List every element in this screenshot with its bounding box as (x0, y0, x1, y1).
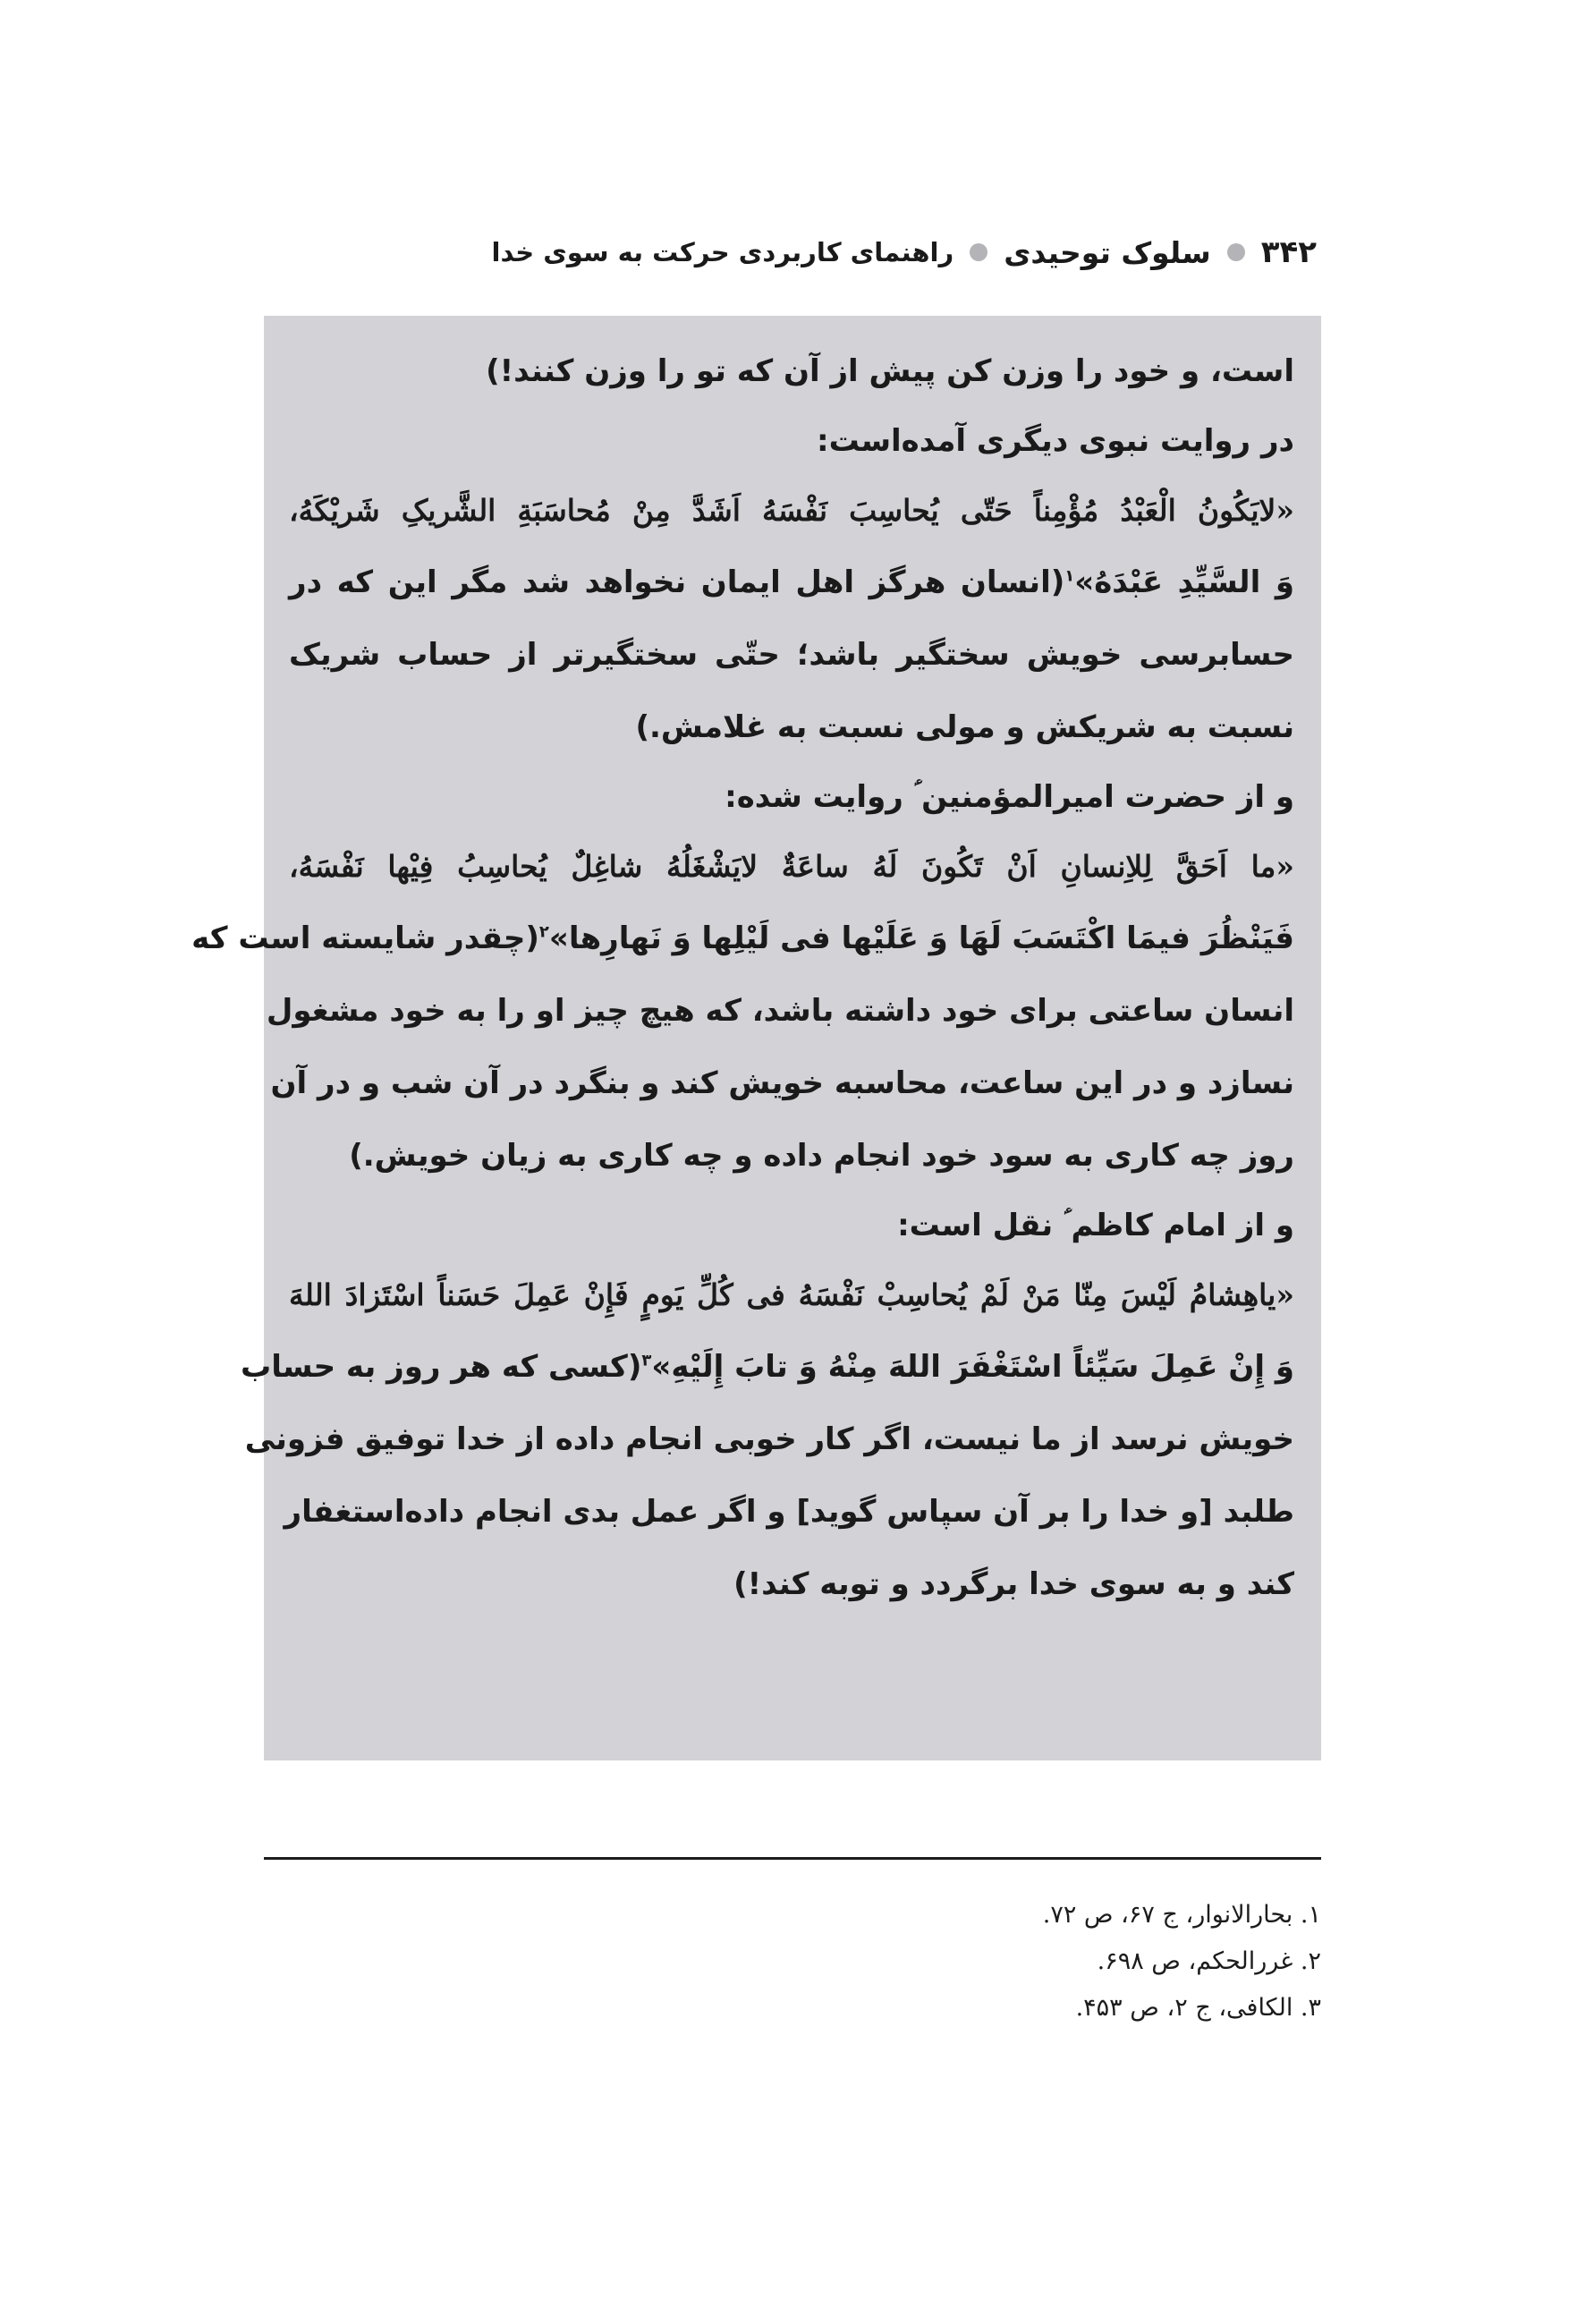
line-text: و از امام کاظم ؑ نقل است: (897, 1208, 1294, 1243)
line-text: نسازد و در این ساعت، محاسبه خویش کند و بنگرد در آن شب و در آن (270, 1065, 1294, 1101)
text-line (266, 975, 1294, 1047)
hadith-line (241, 1331, 1294, 1404)
line-text: انسان ساعتی برای خود داشته باشد، که هیچ چیز او را به خود مشغول (266, 993, 1294, 1029)
line-text: «ما اَحَقَّ لِلاِنسانِ اَنْ تَکُونَ لَهُ ساعَةٌ لایَشْغَلُهُ شاغِلٌ یُحاسِبُ فِیْها نَفْسَهُ، (289, 849, 1294, 884)
highlighted-passage (191, 316, 1321, 1760)
line-text: وَ إِنْ عَمِلَ سَیِّئاً اسْتَغْفَرَ اللهَ مِنْهُ وَ تابَ إِلَیْهِ» (651, 1349, 1294, 1385)
hadith-line (191, 903, 1294, 975)
bullet-dot-icon (1227, 243, 1245, 261)
line-text: (چقدر شایسته است که (191, 920, 539, 956)
footnote-ref[interactable]: ۳ (641, 1351, 652, 1370)
line-text: «یاهِشامُ لَیْسَ مِنّا مَنْ لَمْ یُحاسِبْ نَفْسَهُ فی کُلِّ یَومٍ فَإِنْ عَمِلَ حَسَناً اسْتَزادَ اللهَ (289, 1277, 1294, 1312)
text-line (289, 619, 1294, 691)
line-text: روز چه کاری به سود خود انجام داده و چه کاری به زیان خویش.) (349, 1138, 1294, 1174)
line-text: «لایَکُونُ الْعَبْدُ مُؤْمِناً حَتّی یُحاسِبَ نَفْسَهُ اَشَدَّ مِنْ مُحاسَبَةِ الشَّریکِ شَریْکَهُ، (289, 493, 1294, 528)
line-text: (انسان هرگز اهل ایمان نخواهد شد مگر این که در (289, 564, 1065, 600)
footnotes (805, 1892, 1321, 2031)
footnote-separator (264, 1857, 1321, 1860)
line-text: در روایت نبوی دیگری آمده‌است: (816, 423, 1294, 459)
text-line (284, 1476, 1294, 1548)
line-text: نسبت به شریکش و مولی نسبت به غلامش.) (635, 709, 1294, 745)
hadith-line (289, 547, 1294, 619)
hadith-line (289, 1259, 1294, 1331)
line-text: کند و به سوی خدا برگردد و توبه کند!) (733, 1566, 1294, 1602)
line-text: وَ السَّیِّدِ عَبْدَهُ» (1074, 564, 1294, 600)
text-line (289, 1548, 1294, 1621)
line-text: خویش نرسد از ما نیست، اگر کار خوبی انجام داده از خدا توفیق فزونی (244, 1421, 1294, 1457)
book-subtitle: راهنمای کاربردی حرکت به سوی خدا (491, 237, 954, 267)
line-text: فَیَنْظُرَ فیمَا اکْتَسَبَ لَهَا وَ عَلَیْها فی لَیْلِها وَ نَهارِها» (548, 920, 1294, 956)
hadith-line (289, 474, 1294, 547)
text-line (289, 1120, 1294, 1192)
footnote-ref[interactable]: ۲ (538, 922, 549, 942)
hadith-line (289, 830, 1294, 903)
text-line (289, 1192, 1294, 1259)
text-line (289, 764, 1294, 830)
line-text: است، و خود را وزن کن پیش از آن که تو را وزن کنند!) (486, 353, 1294, 389)
text-line (244, 1404, 1294, 1476)
text-line (289, 335, 1294, 408)
page-number: ۳۴۲ (1260, 234, 1317, 270)
footnote-3: ۳. الکافی، ج ۲، ص ۴۵۳. (1075, 1994, 1321, 2022)
line-text: حسابرسی خویش سختگیر باشد؛ حتّی سختگیرتر از حساب شریک (289, 637, 1294, 673)
line-text: و از حضرت امیرالمؤمنین ؑ روایت شده: (725, 779, 1294, 815)
running-header (491, 224, 1317, 281)
footnote-2: ۲. غررالحکم، ص ۶۹۸. (1097, 1947, 1321, 1975)
text-line (289, 691, 1294, 764)
bullet-dot-icon (970, 243, 987, 261)
text-line (270, 1047, 1294, 1120)
line-text: طلبد [و خدا را بر آن سپاس گوید] و اگر عمل بدی انجام داده‌استغفار (284, 1494, 1294, 1530)
text-line (289, 408, 1294, 474)
book-title: سلوک توحیدی (1004, 234, 1211, 270)
footnote-1: ۱. بحارالانوار، ج ۶۷، ص ۷۲. (1042, 1901, 1321, 1929)
footnote-ref[interactable]: ۱ (1064, 566, 1075, 586)
line-text: (کسی که هر روز به حساب (241, 1349, 642, 1385)
